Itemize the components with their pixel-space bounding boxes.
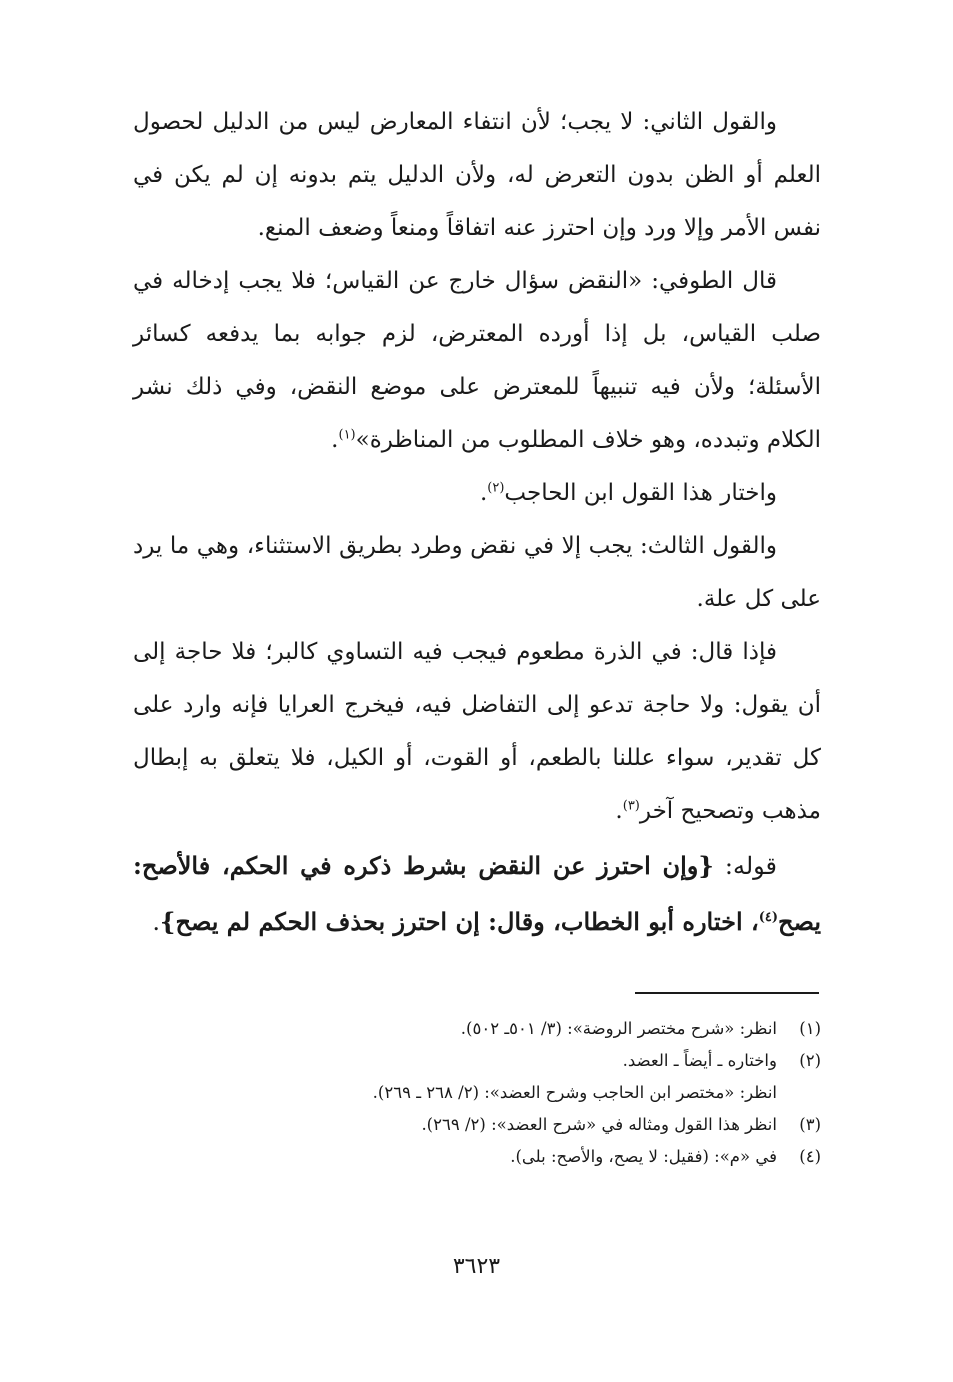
footnote-text: في «م»: (فقيل: لا يصح، والأصح: بلى). xyxy=(510,1147,777,1166)
punctuation: . xyxy=(615,798,623,824)
paragraph-third-opinion xyxy=(133,520,821,626)
footnote-number: (٤) xyxy=(799,1147,821,1166)
footnote-number: (٢) xyxy=(799,1051,821,1070)
main-text xyxy=(133,96,821,950)
quote-text: ، اختاره أبو الخطاب، وقال: إن احترز بحذف الحكم لم يصح} xyxy=(160,907,759,936)
punctuation: . xyxy=(479,480,488,506)
footnote-divider xyxy=(635,992,819,994)
paragraph-text: والقول الثاني: لا يجب؛ لأن انتفاء المعارض ليس من الدليل لحصول العلم أو الظن بدون التعرض له، ولأن الدليل يتم بدونه إن لم يكن في نفس الأمر وإلا ورد وإن احترز عنه اتفاقاً ومنعاً وضعف المنع. xyxy=(133,109,821,241)
punctuation: . xyxy=(152,908,161,936)
footnote-marker[interactable]: (١) xyxy=(338,427,356,443)
footnote-2-continued xyxy=(133,1078,821,1108)
paragraph-text: فإذا قال: في الذرة مطعوم فيجب فيه التساوي كالبر؛ فلا حاجة إلى أن يقول: ولا حاجة تدعو إلى التفاضل فيه، فيخرج العرايا فإنه وارد على كل تقدير، سواء عللنا بالطعم، أو القوت، أو الكيل، فلا يتعلق به إبطال مذهب وتصحيح آخر xyxy=(133,639,821,824)
footnote-text: واختاره ـ أيضاً ـ العضد. xyxy=(622,1051,777,1070)
footnote-2 xyxy=(133,1046,821,1076)
quote-lead: قوله: xyxy=(713,852,778,880)
paragraph-text: واختار هذا القول ابن الحاجب xyxy=(504,480,777,506)
punctuation: . xyxy=(331,427,339,453)
paragraph-second-opinion xyxy=(133,96,821,255)
paragraph-text: والقول الثالث: يجب إلا في نقض وطرد بطريق الاستثناء، وهي ما يرد على كل علة. xyxy=(133,533,821,612)
footnote-text: انظر: «مختصر ابن الحاجب وشرح العضد»: (٢/ ٢٦٨ ـ ٢٦٩). xyxy=(372,1083,777,1102)
footnote-number: (٣) xyxy=(799,1115,821,1134)
footnote-marker[interactable]: (٣) xyxy=(622,798,640,814)
footnote-3 xyxy=(133,1110,821,1140)
matn-quote xyxy=(133,838,821,950)
footnote-text: انظر: «شرح مختصر الروضة»: (٣/ ٥٠١ـ ٥٠٢). xyxy=(460,1019,777,1038)
footnote-number: (١) xyxy=(799,1019,821,1038)
quote-text: {وإن احترز عن النقض بشرط ذكره في الحكم، فالأصح: يصح xyxy=(133,851,821,936)
footnote-4 xyxy=(133,1142,821,1172)
paragraph-ibn-hajib xyxy=(133,467,821,520)
footnote-text: انظر هذا القول ومثاله في «شرح العضد»: (٢/ ٢٦٩). xyxy=(421,1115,777,1134)
footnote-marker[interactable]: (٢) xyxy=(487,480,505,496)
page-number: ٣٦٢٣ xyxy=(452,1254,501,1279)
paragraph-tufi-quote xyxy=(133,255,821,467)
footnote-1 xyxy=(133,1014,821,1044)
footnotes xyxy=(133,1014,821,1174)
footnote-marker[interactable]: (٤) xyxy=(758,910,779,925)
paragraph-example xyxy=(133,626,821,838)
paragraph-text: قال الطوفي: «النقض سؤال خارج عن القياس؛ فلا يجب إدخاله في صلب القياس، بل إذا أورده المعترض، لزم جوابه بما يدفعه كسائر الأسئلة؛ ولأن فيه تنبيهاً للمعترض على موضع النقض، وفي ذلك نشر الكلام وتبدده، وهو خلاف المطلوب من المناظرة» xyxy=(133,268,821,453)
